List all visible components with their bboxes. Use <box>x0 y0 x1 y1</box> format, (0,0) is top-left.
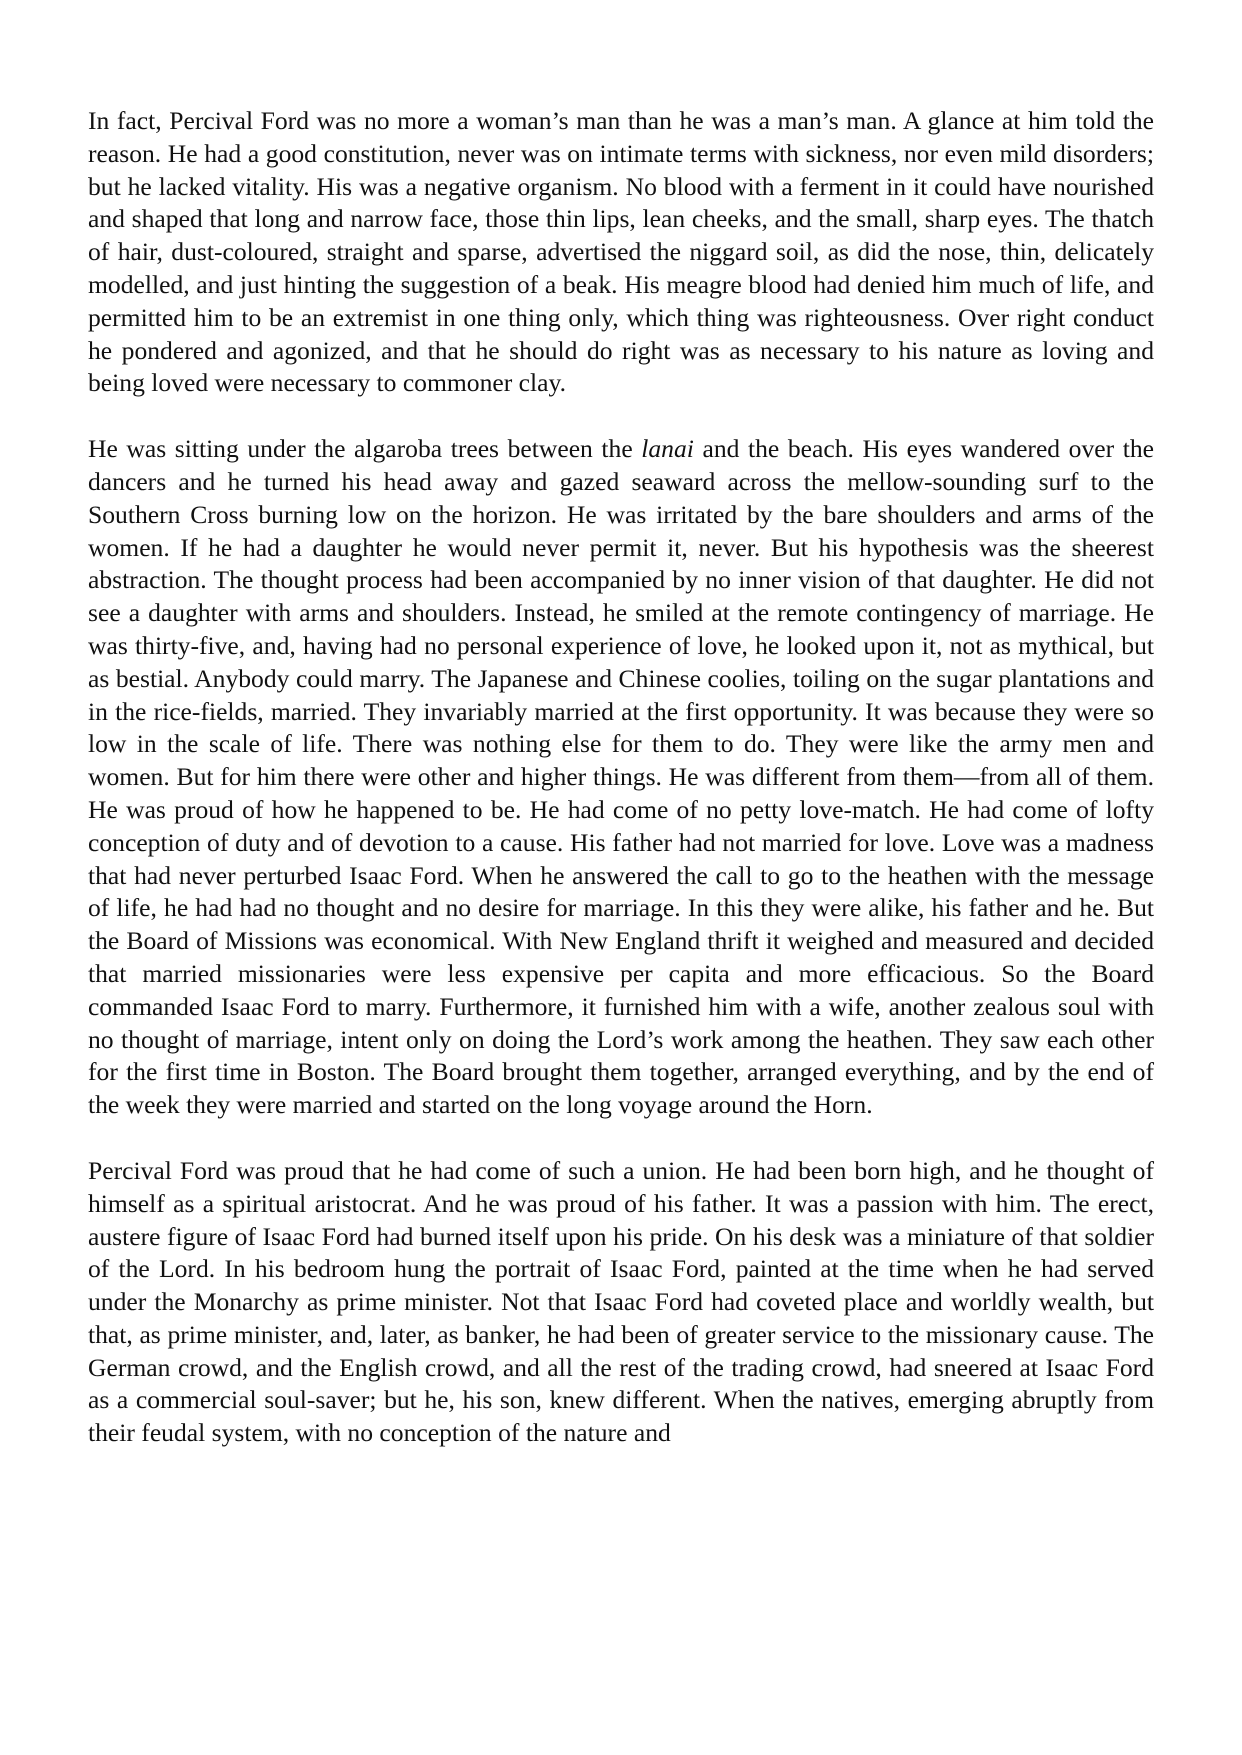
text-column <box>88 105 1154 1450</box>
paragraph-2-lead: He was sitting under the algaroba trees between the <box>88 434 642 464</box>
paragraph-3: Percival Ford was proud that he had come of such a union. He had been born high, and he thought of himself as a spiritual aristocrat. And he was proud of his father. It was a passion with him. The erect, austere figure of Isaac Ford had burned itself upon his pride. On his desk was a miniature of that soldier of the Lord. In his bedroom hung the portrait of Isaac Ford, painted at the time when he had served under the Monarchy as prime minister. Not that Isaac Ford had coveted place and worldly wealth, but that, as prime minister, and, later, as banker, he had been of greater service to the missionary cause. The German crowd, and the English crowd, and all the rest of the trading crowd, had sneered at Isaac Ford as a commercial soul-saver; but he, his son, knew different. When the natives, emerging abruptly from their feudal system, with no conception of the nature and <box>88 1155 1154 1448</box>
italic-word-lanai: lanai <box>641 434 694 464</box>
paragraph-1: In fact, Percival Ford was no more a woman’s man than he was a man’s man. A glance at him told the reason. He had a good constitution, never was on intimate terms with sickness, nor even mild disorders; but he lacked vitality. His was a negative organism. No blood with a ferment in it could have nourished and shaped that long and narrow face, those thin lips, lean cheeks, and the small, sharp eyes. The thatch of hair, dust-coloured, straight and sparse, advertised the niggard soil, as did the nose, thin, delicately modelled, and just hinting the suggestion of a beak. His meagre blood had denied him much of life, and permitted him to be an extremist in one thing only, which thing was righteousness. Over right conduct he pondered and agonized, and that he should do right was as necessary to his nature as loving and being loved were necessary to commoner clay. <box>88 106 1154 398</box>
paragraph-2-body: and the beach. His eyes wandered over the dancers and he turned his head away and gazed seaward across the mellow-sounding surf to the Southern Cross burning low on the horizon. He was irritated by the bare shoulders and arms of the women. If he had a daughter he would never permit it, never. But his hypothesis was the sheerest abstraction. The thought process had been accompanied by no inner vision of that daughter. He did not see a daughter with arms and shoulders. Instead, he smiled at the remote contingency of marriage. He was thirty-five, and, having had no personal experience of love, he looked upon it, not as mythical, but as bestial. Anybody could marry. The Japanese and Chinese coolies, toiling on the sugar plantations and in the rice-fields, married. They invariably married at the first opportunity. It was because they were so low in the scale of life. There was nothing else for them to do. They were like the army men and women. But for him there were other and higher things. He was different from them—from all of them. He was proud of how he happened to be. He had come of no petty love-match. He had come of lofty conception of duty and of devotion to a cause. His father had not married for love. Love was a madness that had never perturbed Isaac Ford. When he answered the call to go to the heathen with the message of life, he had had no thought and no desire for marriage. In this they were alike, his father and he. But the Board of Missions was economical. With New England thrift it weighed and measured and decided that married missionaries were less expensive per capita and more efficacious. So the Board commanded Isaac Ford to marry. Furthermore, it furnished him with a wife, another zealous soul with no thought of marriage, intent only on doing the Lord’s work among the heathen. They saw each other for the first time in Boston. The Board brought them together, arranged everything, and by the end of the week they were married and started on the long voyage around the Horn. <box>88 434 1154 1120</box>
paragraph-2 <box>88 433 1154 1122</box>
